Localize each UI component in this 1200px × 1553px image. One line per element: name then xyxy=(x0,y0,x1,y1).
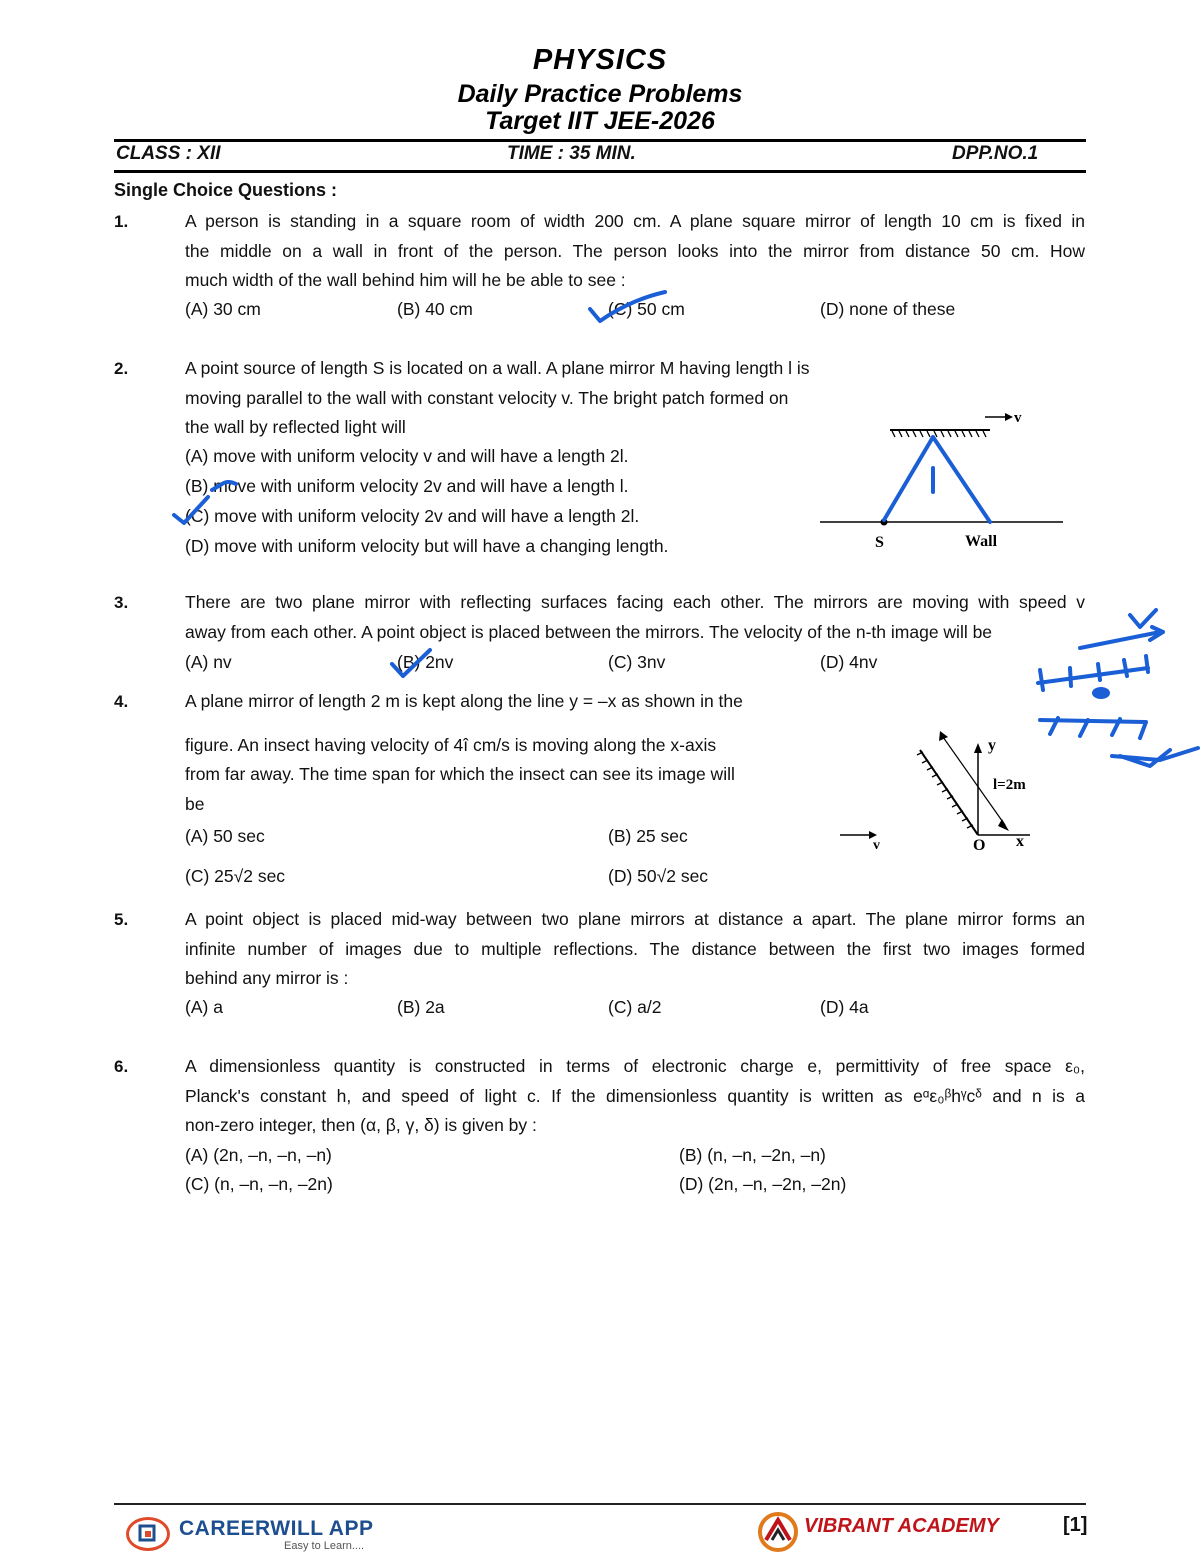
option-d[interactable]: (D) none of these xyxy=(820,299,956,319)
margin-hatch-2 xyxy=(1050,718,1146,738)
question-number: 2. xyxy=(114,359,129,378)
question-line: non-zero integer, then (α, β, γ, δ) is given by : xyxy=(185,1115,537,1135)
question-line: away from each other. A point object is placed between the mirrors. The velocity of the n-th image will be xyxy=(185,621,993,642)
option-d[interactable]: (D) move with uniform velocity but will have a changing length. xyxy=(185,536,669,556)
header-top-rule xyxy=(114,139,1086,142)
dpp-label: DPP.NO.1 xyxy=(952,143,1039,164)
option-b[interactable]: (B) (n, –n, –2n, –n) xyxy=(679,1145,826,1165)
question-line: from far away. The time span for which the insect can see its image will xyxy=(185,764,735,784)
question-number: 1. xyxy=(114,212,129,231)
question-1-text xyxy=(185,207,1085,296)
option-a[interactable]: (A) 50 sec xyxy=(185,826,265,846)
question-line: There are two plane mirror with reflecting surfaces facing each other. The mirrors are moving with speed v xyxy=(185,592,1085,612)
question-line: figure. An insect having velocity of 4î cm/s is moving along the x-axis xyxy=(185,734,717,755)
option-b[interactable]: (B) 40 cm xyxy=(397,299,473,319)
length-arrow-head-bottom xyxy=(998,819,1009,831)
margin-triangle xyxy=(1120,750,1170,766)
option-d[interactable]: (D) 4nv xyxy=(820,652,878,672)
question-4-text xyxy=(185,687,805,819)
source-point xyxy=(881,519,888,526)
vibrant-academy-logo-icon xyxy=(756,1512,800,1552)
careerwill-logo-icon xyxy=(126,1517,170,1551)
option-d[interactable]: (D) 4a xyxy=(820,997,869,1017)
option-c[interactable]: (C) 50 cm xyxy=(608,299,685,319)
question-line: A point object is placed mid-way between two plane mirrors at distance a apart. The plane mirror forms an xyxy=(185,909,1085,929)
margin-dot xyxy=(1092,687,1110,699)
option-c[interactable]: (C) 25√2 sec xyxy=(185,866,286,886)
careerwill-tagline: Easy to Learn.... xyxy=(284,1540,365,1552)
option-d[interactable]: (D) 50√2 sec xyxy=(608,866,709,886)
question-line: moving parallel to the wall with constant velocity v. The bright patch formed on xyxy=(185,387,789,408)
option-a[interactable]: (A) a xyxy=(185,997,223,1017)
y-arrow-head xyxy=(974,743,982,753)
question-line: Planck's constant h, and speed of light c. If the dimensionless quantity is written as eᵅε₀ᵝhᵞcᵟ and n is a xyxy=(185,1085,1085,1106)
insect-velocity-label: v xyxy=(873,838,880,853)
section-title: Single Choice Questions : xyxy=(114,180,338,200)
mirror-line xyxy=(920,750,978,835)
option-c[interactable]: (C) a/2 xyxy=(608,997,662,1017)
source-label: S xyxy=(875,534,884,551)
margin-mirror-1 xyxy=(1038,668,1148,683)
question-line: A person is standing in a square room of width 200 cm. A plane square mirror of length 10 cm is fixed in xyxy=(185,211,1085,231)
time-label: TIME : 35 MIN. xyxy=(507,143,636,164)
option-b[interactable]: (B) 2a xyxy=(397,997,445,1017)
q2-mirror-figure xyxy=(815,405,1075,555)
question-number: 3. xyxy=(114,593,129,612)
question-3-text xyxy=(185,588,1085,647)
page-title: Daily Practice Problems xyxy=(457,80,743,108)
question-line: A dimensionless quantity is constructed in terms of electronic charge e, permittivity of free space ε₀, xyxy=(185,1056,1085,1076)
margin-arrow-2 xyxy=(1112,748,1198,760)
footer-rule xyxy=(114,1503,1086,1505)
option-a[interactable]: (A) move with uniform velocity v and will have a length 2l. xyxy=(185,446,629,466)
option-b[interactable]: (B) 25 sec xyxy=(608,826,688,846)
careerwill-brand: CAREERWILL APP xyxy=(179,1517,374,1540)
question-5-text xyxy=(185,905,1085,994)
option-a[interactable]: (A) (2n, –n, –n, –n) xyxy=(185,1145,332,1165)
target-title: Target IIT JEE-2026 xyxy=(485,107,715,135)
option-a[interactable]: (A) 30 cm xyxy=(185,299,261,319)
margin-arrow-1-head xyxy=(1150,627,1163,640)
margin-arrow-1 xyxy=(1080,632,1160,648)
velocity-label: v xyxy=(1014,410,1022,426)
length-label: l=2m xyxy=(993,777,1026,793)
option-b[interactable]: (B) move with uniform velocity 2v and will have a length l. xyxy=(185,476,629,496)
margin-hatch-1 xyxy=(1040,656,1148,690)
margin-mirror-2 xyxy=(1040,720,1145,722)
option-c[interactable]: (C) 3nv xyxy=(608,652,666,672)
length-arrow-head-top xyxy=(939,731,948,741)
vibrant-academy-brand: VIBRANT ACADEMY xyxy=(804,1515,999,1537)
question-number: 5. xyxy=(114,910,129,929)
option-c[interactable]: (C) move with uniform velocity 2v and will have a length 2l. xyxy=(185,506,640,526)
header-bottom-rule xyxy=(114,170,1086,173)
q4-mirror-figure xyxy=(835,725,1045,855)
wall-label: Wall xyxy=(965,533,998,550)
question-line: much width of the wall behind him will he be able to see : xyxy=(185,270,626,290)
arrow-head xyxy=(1005,413,1013,421)
class-label: CLASS : XII xyxy=(116,143,221,164)
question-number: 6. xyxy=(114,1057,129,1076)
question-2-text xyxy=(185,354,875,443)
question-line: the middle on a wall in front of the person. The person looks into the mirror from distance 50 cm. How xyxy=(185,240,1085,261)
y-axis-label: y xyxy=(988,737,996,754)
question-line: the wall by reflected light will xyxy=(185,417,406,437)
mirror-hatching xyxy=(892,431,986,437)
x-axis-label: x xyxy=(1016,833,1024,850)
question-line: be xyxy=(185,793,205,814)
margin-check xyxy=(1130,610,1156,627)
option-c[interactable]: (C) (n, –n, –n, –2n) xyxy=(185,1174,333,1194)
origin-label: O xyxy=(973,837,986,854)
question-6-text xyxy=(185,1052,1085,1141)
question-number: 4. xyxy=(114,692,129,711)
page-number: [1] xyxy=(1063,1514,1088,1536)
option-d[interactable]: (D) (2n, –n, –2n, –2n) xyxy=(679,1174,847,1194)
question-line: A plane mirror of length 2 m is kept along the line y = –x as shown in the xyxy=(185,691,743,711)
question-line: infinite number of images due to multiple reflections. The distance between the first two images formed xyxy=(185,938,1085,959)
question-line: behind any mirror is : xyxy=(185,968,349,988)
option-b[interactable]: (B) 2nv xyxy=(397,652,454,672)
subject-title: PHYSICS xyxy=(532,44,668,76)
question-line: A point source of length S is located on a wall. A plane mirror M having length l is xyxy=(185,358,810,378)
option-a[interactable]: (A) nv xyxy=(185,652,232,672)
